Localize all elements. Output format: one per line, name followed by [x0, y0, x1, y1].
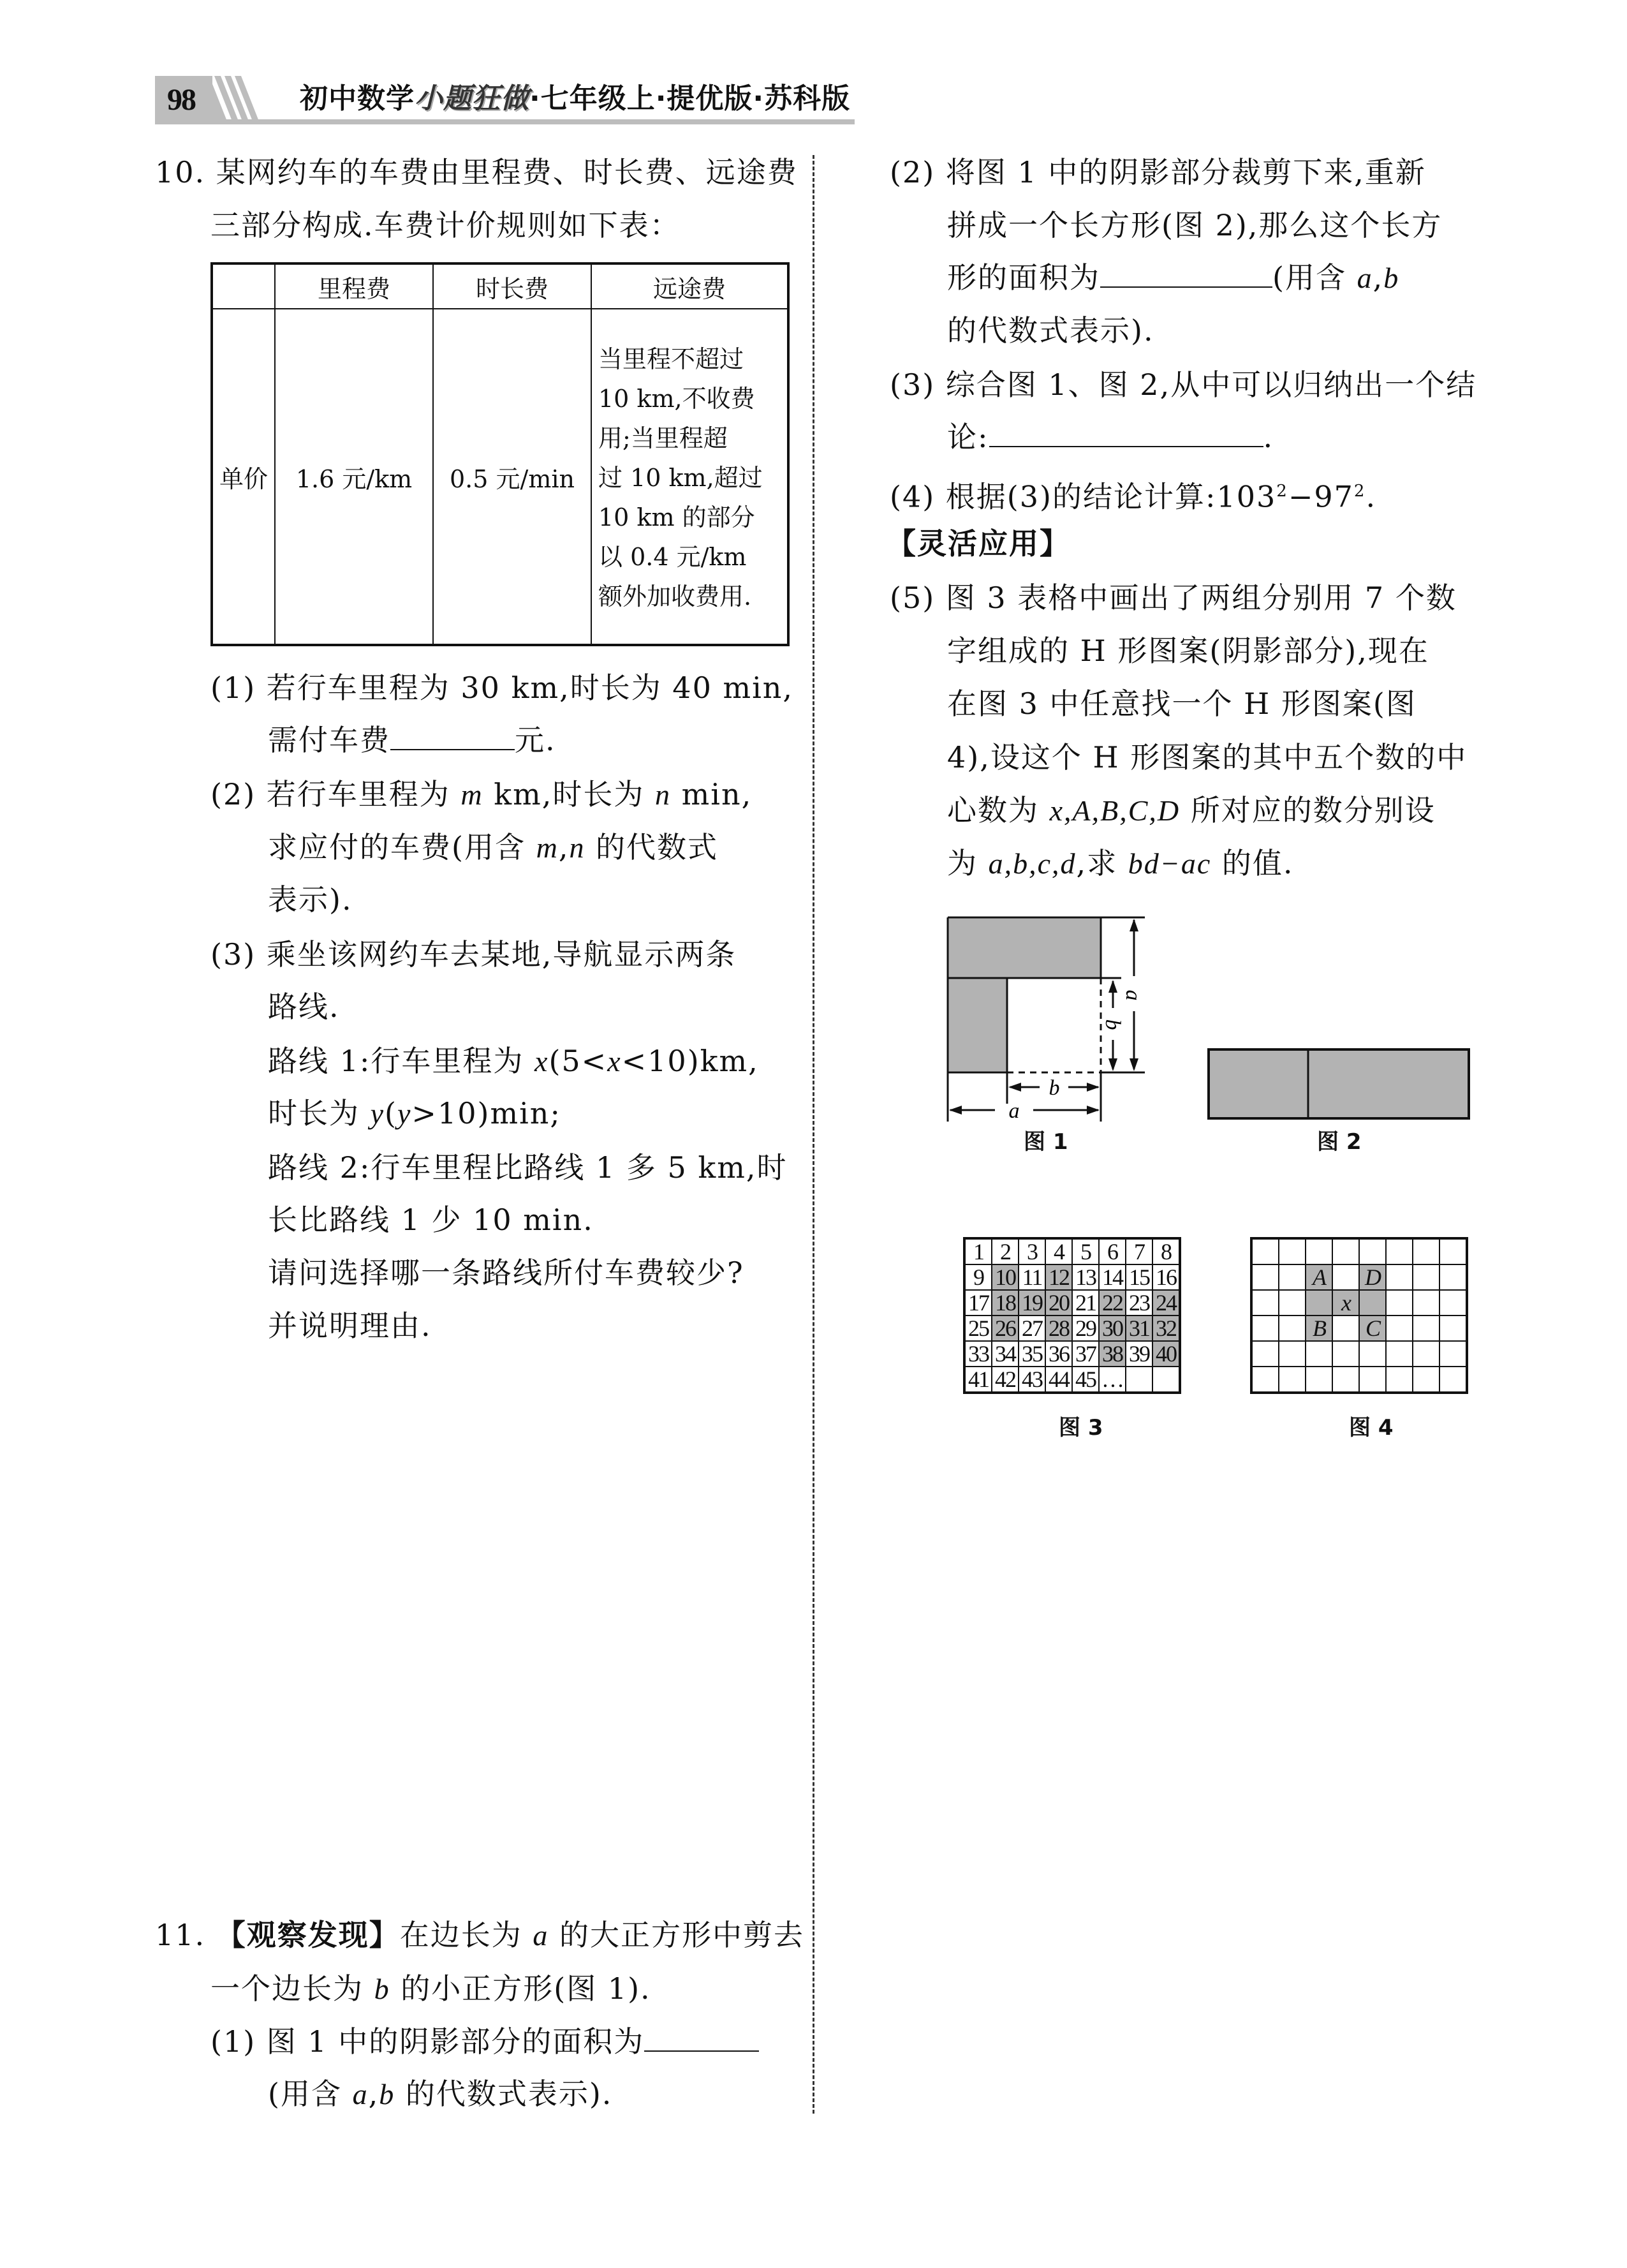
part-text: 求应付的车费(用含: [268, 830, 536, 864]
q10-route1-line2: [268, 1094, 561, 1133]
variables-abcd: a,b,c,d: [988, 847, 1077, 880]
fig3-cell: 22: [1099, 1290, 1126, 1316]
part-text: 的大正方形中剪去: [548, 1918, 805, 1952]
q11-part3-line1: [890, 366, 1476, 404]
column-divider: [813, 155, 814, 2114]
fig1-label-a-horizontal: a: [1008, 1099, 1020, 1123]
fig3-row: [964, 1341, 1180, 1367]
fig3-cell: 30: [1099, 1316, 1126, 1341]
rule-line: 以 0.4 元/km: [598, 543, 747, 571]
part-text: ,: [1373, 260, 1384, 295]
part-label: (2): [890, 155, 936, 189]
fig3-cell: 20: [1045, 1290, 1072, 1316]
answer-blank-fare[interactable]: [390, 721, 515, 750]
fig3-cell: 12: [1045, 1264, 1072, 1290]
part-text: ,: [368, 2077, 379, 2111]
var-b: b: [374, 1973, 390, 2005]
fig3-cell: 34: [992, 1341, 1019, 1367]
q11-part2-line2: 拼成一个长方形(图 2),那么这个长方: [947, 208, 1443, 242]
fig3-cell: 44: [1045, 1367, 1072, 1393]
fig3-cell: 15: [1126, 1264, 1152, 1290]
part-text: 的小正方形(图 1).: [390, 1971, 651, 2006]
fig3-cell: 21: [1072, 1290, 1099, 1316]
rule-line: 10 km,不收费: [598, 385, 755, 413]
book-title-logo: 小题狂做: [415, 82, 529, 115]
q11-number: 11.: [155, 1918, 206, 1952]
part-text: 的代数式: [585, 830, 719, 864]
answer-blank-rectangle-area[interactable]: [1100, 258, 1272, 288]
part-text: 综合图 1、图 2,从中可以归纳出一个结: [945, 367, 1477, 402]
header-underline: [210, 119, 855, 124]
q11-part2-line4: 的代数式表示).: [947, 313, 1154, 348]
part-text: .: [1263, 420, 1274, 454]
table-header-empty: [212, 263, 275, 309]
fig3-cell: 13: [1072, 1264, 1099, 1290]
var-n: n: [569, 831, 585, 864]
fig3-cell: 6: [1099, 1238, 1126, 1264]
table-header-row: [212, 263, 788, 309]
rule-line: 用;当里程超: [598, 424, 728, 452]
fig3-cell: 27: [1019, 1316, 1045, 1341]
fig3-cell: 28: [1045, 1316, 1072, 1341]
part-text: 时长为: [268, 1096, 371, 1130]
q11-part5-line5: [947, 791, 1436, 830]
fig4-cell-x: x: [1332, 1290, 1359, 1316]
fig3-cell: 8: [1152, 1238, 1180, 1264]
var-x: x: [607, 1045, 622, 1078]
part-label: (3): [210, 937, 256, 972]
q10-stem-line2: 三部分构成.车费计价规则如下表：: [210, 208, 681, 242]
fig3-cell: 37: [1072, 1341, 1099, 1367]
fig1-shaded-left: [948, 978, 1007, 1072]
mileage-rate-cell: 1.6 元/km: [275, 309, 433, 645]
table-header-long-distance: 远途费: [591, 263, 788, 309]
part-text: 若行车里程为 30 km,时长为 40 min,: [266, 671, 794, 705]
part-text: 所对应的数分别设: [1180, 793, 1436, 827]
part-text: 将图 1 中的阴影部分裁剪下来,重新: [945, 155, 1426, 189]
fig2-rectangle: [1209, 1049, 1469, 1118]
part-text: 根据(3)的结论计算:103: [945, 479, 1277, 514]
fig3-cell: 23: [1126, 1290, 1152, 1316]
fig1-label-b-vertical: b: [1101, 1019, 1124, 1030]
part-text: (5<: [548, 1044, 608, 1078]
fig2-caption: 图 2: [1317, 1129, 1362, 1155]
q11-part1-line1: [210, 2022, 759, 2061]
part-text: (: [385, 1096, 397, 1130]
var-a: a: [533, 1919, 549, 1952]
part-text: 的值.: [1211, 846, 1294, 880]
fig3-cell: 9: [964, 1264, 992, 1290]
answer-blank-shaded-area[interactable]: [644, 2022, 759, 2052]
q11-part5-line1: [890, 579, 1457, 617]
time-rate-cell: 0.5 元/min: [433, 309, 591, 645]
page-number: 98: [167, 83, 195, 117]
var-b: b: [379, 2078, 395, 2110]
q10-part3-line2: 路线.: [268, 989, 340, 1024]
part-label: (2): [210, 777, 256, 812]
rule-line: 过 10 km,超过: [598, 464, 763, 492]
var-a: a: [1357, 262, 1373, 294]
book-title: [300, 80, 850, 118]
q11-part3-line2: [947, 418, 1274, 456]
part-text: 元.: [515, 723, 556, 757]
fig3-caption: 图 3: [1059, 1415, 1103, 1441]
fig3-cell: 19: [1019, 1290, 1045, 1316]
part-text: 路线 1:行车里程为: [268, 1044, 535, 1078]
var-m: m: [536, 831, 559, 864]
fig3-cell: 31: [1126, 1316, 1152, 1341]
q10-stem-text1: 某网约车的车费由里程费、时长费、远途费: [216, 155, 798, 189]
fig3-cell: 7: [1126, 1238, 1152, 1264]
fig4-cell-A: A: [1306, 1264, 1332, 1290]
fig3-cell: 35: [1019, 1341, 1045, 1367]
fig3-cell: 43: [1019, 1367, 1045, 1393]
fig3-row: [964, 1316, 1180, 1341]
fig3-cell: 26: [992, 1316, 1019, 1341]
var-x: x: [534, 1045, 549, 1078]
var-y: y: [397, 1097, 412, 1130]
exponent: 2: [1276, 482, 1288, 501]
part-text: 形的面积为: [947, 260, 1100, 295]
var-n: n: [655, 778, 672, 811]
figure-1-diagram: [931, 906, 1186, 1123]
q11-part5-line3: 在图 3 中任意找一个 H 形图案(图: [947, 686, 1417, 721]
part-text: ,: [558, 830, 570, 864]
fig3-cell: 2: [992, 1238, 1019, 1264]
var-a: a: [352, 2078, 369, 2110]
fig3-cell: 1: [964, 1238, 992, 1264]
fig3-cell: 3: [1019, 1238, 1045, 1264]
part-text: 图 3 表格中画出了两组分别用 7 个数: [945, 581, 1457, 615]
var-y: y: [370, 1097, 385, 1130]
part-text: 若行车里程为: [266, 777, 461, 812]
header-stripes-decoration: [191, 76, 287, 124]
part-text: 在边长为: [399, 1918, 533, 1952]
part-text: 需付车费: [268, 723, 390, 757]
table-header-time: 时长费: [433, 263, 591, 309]
fig3-cell: 18: [992, 1290, 1019, 1316]
part-text: km,时长为: [483, 777, 656, 812]
part-text: 心数为: [947, 793, 1050, 827]
figure-4-h-pattern-grid: [1250, 1237, 1468, 1394]
fare-rules-table: [210, 262, 790, 646]
q10-route1-line1: [268, 1042, 759, 1081]
figure-3-number-grid: [963, 1237, 1181, 1394]
fig3-cell: 4: [1045, 1238, 1072, 1264]
part-text: 论:: [947, 420, 989, 454]
table-row-label: 单价: [212, 309, 275, 645]
fig3-cell: 33: [964, 1341, 992, 1367]
fig3-cell: 29: [1072, 1316, 1099, 1341]
fig3-cell: 45: [1072, 1367, 1099, 1393]
fig3-cell: 10: [992, 1264, 1019, 1290]
q11-stem-line2: [210, 1969, 651, 2008]
part-text: 的代数式表示).: [395, 2077, 613, 2111]
q10-ask-line1: 请问选择哪一条路线所付车费较少?: [268, 1256, 744, 1290]
part-text: min,: [671, 777, 753, 812]
q11-part2-line3: [947, 258, 1399, 297]
q10-route2-line1: 路线 2:行车里程比路线 1 多 5 km,时: [268, 1150, 788, 1185]
fig4-cell-B: B: [1306, 1316, 1332, 1341]
fig1-caption: 图 1: [1024, 1129, 1068, 1155]
fig3-cell: 24: [1152, 1290, 1180, 1316]
var-m: m: [460, 778, 483, 811]
fig3-cell: 42: [992, 1367, 1019, 1393]
q10-part1-line2: [268, 721, 556, 759]
section-tag-apply: 【灵活应用】: [887, 526, 1070, 561]
table-row-unit-price: [212, 309, 788, 645]
part-label: (1): [210, 671, 256, 705]
fig4-cell-C: C: [1359, 1316, 1386, 1341]
fig3-cell: 36: [1045, 1341, 1072, 1367]
part-text: 乘坐该网约车去某地,导航显示两条: [266, 937, 737, 972]
variables-xabcd: x,A,B,C,D: [1049, 794, 1181, 827]
part-text: >10)min;: [411, 1096, 561, 1130]
section-tag-observe: 【观察发现】: [216, 1918, 400, 1952]
part-label: (3): [890, 367, 936, 402]
fig3-row: [964, 1290, 1180, 1316]
fig4-cell-D: D: [1359, 1264, 1386, 1290]
fig3-row: [964, 1367, 1180, 1393]
fig3-cell: 39: [1126, 1341, 1152, 1367]
fig3-cell: 38: [1099, 1341, 1126, 1367]
long-distance-rule-cell: [591, 309, 788, 645]
part-text: (用含: [268, 2077, 353, 2111]
exponent: 2: [1353, 482, 1366, 501]
fig1-label-b-horizontal: b: [1049, 1076, 1060, 1100]
q11-part5-line2: 字组成的 H 形图案(阴影部分),现在: [947, 634, 1429, 668]
fig1-shaded-top: [948, 917, 1101, 978]
part-text: 一个边长为: [210, 1971, 374, 2006]
part-text: .: [1366, 479, 1377, 514]
part-text: (用含: [1272, 260, 1357, 295]
q11-part2-line1: [890, 153, 1426, 191]
rule-line: 10 km 的部分: [598, 503, 755, 531]
part-text: −97: [1288, 479, 1354, 514]
q10-route2-line2: 长比路线 1 少 10 min.: [268, 1203, 594, 1237]
fig3-row: [964, 1264, 1180, 1290]
fig3-cell: 16: [1152, 1264, 1180, 1290]
fig3-cell: 14: [1099, 1264, 1126, 1290]
rule-line: 当里程不超过: [598, 345, 744, 373]
table-header-mileage: 里程费: [275, 263, 433, 309]
fig3-cell: 40: [1152, 1341, 1180, 1367]
fig4-caption: 图 4: [1349, 1415, 1394, 1441]
fig3-cell: …: [1099, 1367, 1126, 1393]
book-title-suffix: ·七年级上·提优版·苏科版: [529, 82, 851, 115]
fig3-cell: 5: [1072, 1238, 1099, 1264]
fig3-cell: 41: [964, 1367, 992, 1393]
part-label: (4): [890, 479, 936, 514]
part-text: <10)km,: [621, 1044, 759, 1078]
fig3-cell: 32: [1152, 1316, 1180, 1341]
fig3-cell: 17: [964, 1290, 992, 1316]
q10-stem-line1: [155, 153, 798, 191]
q10-part1-line1: [210, 669, 793, 707]
fig3-row: [964, 1238, 1180, 1264]
q10-part3-line1: [210, 935, 736, 974]
q10-part2-line3: 表示).: [268, 882, 353, 917]
q10-number: 10.: [155, 155, 206, 189]
part-text: 为: [947, 846, 989, 880]
fig3-cell: 11: [1019, 1264, 1045, 1290]
rule-line: 额外加收费用.: [598, 582, 752, 611]
q11-part1-line2: [268, 2075, 612, 2114]
part-label: (1): [210, 2024, 256, 2059]
part-label: (5): [890, 581, 936, 615]
answer-blank-conclusion[interactable]: [989, 418, 1263, 447]
fig3-cell: [1126, 1367, 1152, 1393]
q10-part2-line1: [210, 775, 752, 814]
fig1-label-a-vertical: a: [1121, 989, 1145, 1001]
figure-2-diagram: [1205, 1046, 1473, 1123]
part-text: ,求: [1076, 846, 1128, 880]
q10-ask-line2: 并说明理由.: [268, 1308, 432, 1343]
fig3-cell: 25: [964, 1316, 992, 1341]
q11-stem-line1: [155, 1916, 804, 1955]
expression-bd-minus-ac: bd−ac: [1128, 847, 1212, 880]
q11-part5-line6: [947, 844, 1294, 883]
q11-part4: [890, 472, 1376, 515]
book-title-prefix: 初中数学: [300, 82, 415, 115]
part-text: 图 1 中的阴影部分的面积为: [266, 2024, 645, 2059]
q10-part2-line2: [268, 828, 718, 867]
q11-part5-line4: 4),设这个 H 形图案的其中五个数的中: [947, 740, 1468, 775]
fig3-cell: [1152, 1367, 1180, 1393]
var-b: b: [1383, 262, 1400, 294]
